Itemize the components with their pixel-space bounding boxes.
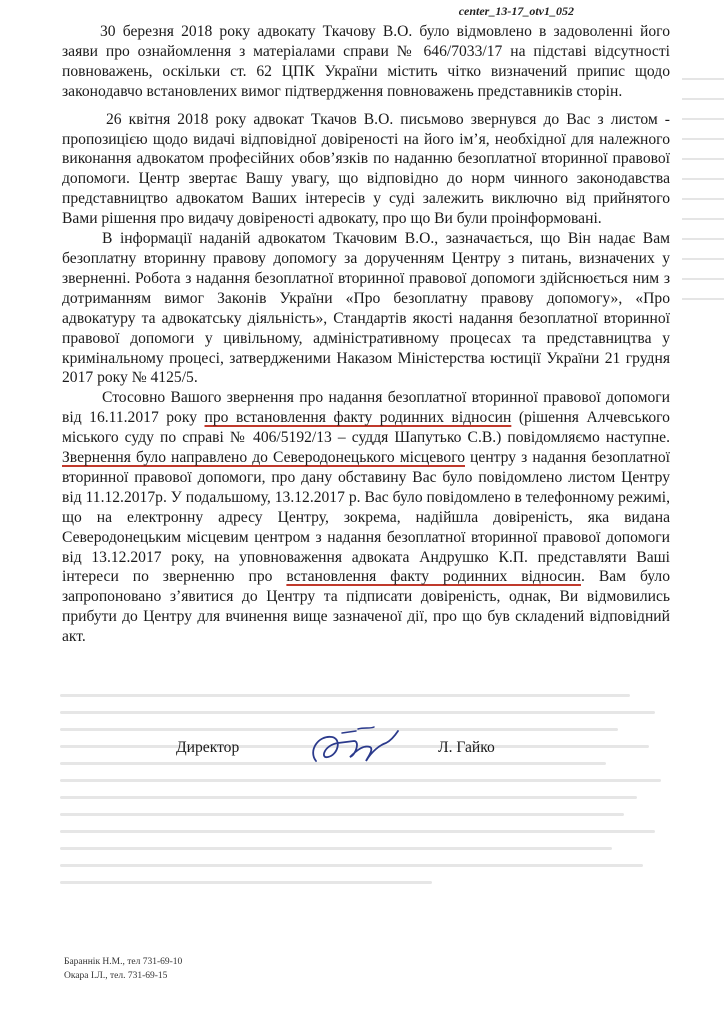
underlined-phrase-2: Звернення було направлено до Северодонецького місцевого (62, 449, 465, 467)
signer-name: Л. Гайко (438, 739, 495, 756)
paragraph-1: 30 березня 2018 року адвокату Ткачову В.О. було відмовлено в задоволенні його заяви про ознайомлення з матеріалами справи № 646/7033/17 на підставі відсутності повноважень, оскільки ст. 62 ЦПК України містить чітко визначений припис щодо законодавчо встановлених вимог підтвердження повноважень представників сторін. (62, 23, 670, 100)
handwritten-signature (298, 721, 408, 777)
signature-block (0, 739, 724, 779)
underlined-phrase-1: про встановлення факту родинних відносин (204, 409, 512, 427)
document-id: center_13-17_otv1_052 (458, 4, 574, 18)
paragraph-4-part-d: . Вам було запропоновано з’явитися до Центру та підписати довіреність, однак, Ви відмовились прибути до Центру для вчинення вище зазначеної дії, про що був складений відповідний акт. (62, 568, 670, 646)
paragraph-4 (62, 388, 670, 647)
footer-contacts (64, 955, 182, 983)
paragraph-4-part-c: центру з надання безоплатної вторинної правової допомоги, про дану обставину Вас було повідомлено листом Центру від 11.12.2017р. У подальшому, 13.12.2017 р. Вас було повідомлено в телефонному режимі, що на електронну адресу Центру, зокрема, надійшла довіреність, яка видана Северодонецьким місцевим центром з надання безоплатної вторинної правової допомоги від 13.12.2017 року, на уповноваження адвоката Андрушко К.П. представляти Ваші інтереси по зверненню про (62, 449, 670, 586)
paragraph-3: В інформації наданій адвокатом Ткачовим В.О., зазначається, що Він надає Вам безоплатну вторинну правову допомогу за дорученням Центру з питань, визначених у зверненні. Робота з надання безоплатної вторинної правової допомоги здійснюється ним з дотриманням вимог Законів України «Про безоплатну правову допомогу», «Про адвокатуру та адвокатську діяльність», Стандартів якості надання безоплатної вторинної правової допомоги у цивільному, адміністративному процесах та представництва у кримінальному процесі, затвердженими Наказом Міністерства юстиції України 21 грудня 2017 року № 4125/5. (62, 230, 670, 387)
contact-1: Бараннік Н.М., тел 731-69-10 (64, 957, 183, 967)
bleed-through-margin (682, 60, 724, 710)
paragraph-4-part-a: Стосовно Вашого звернення про надання безоплатної вторинної правової допомоги від 16.11.2017 року (62, 389, 670, 427)
paragraph-2: 26 квітня 2018 року адвокат Ткачов В.О. письмово звернувся до Вас з листом - пропозицією щодо видачі відповідної довіреності на його ім’я, необхідної для належного виконання адвокатом професійних обов’язків по наданню безоплатної вторинної правової допомоги. Центр звертає Вашу увагу, що відповідно до норм чинного законодавства представництво адвокатом Ваших інтересів у суді залежить виключно від прийнятого Вами рішення про видачу довіреності адвокату, про що Ви були проінформовані. (62, 110, 670, 228)
paragraph-4-part-b: (рішення Алчевського міського суду по справі № 406/5192/13 – суддя Шапутько С.В.) повідомляємо наступне. (62, 409, 670, 447)
signer-title: Директор (176, 739, 240, 756)
letter-body (62, 22, 670, 647)
contact-2: Окара I.Л., тел. 731-69-15 (64, 971, 168, 981)
underlined-phrase-3: встановлення факту родинних відносин (286, 568, 581, 586)
